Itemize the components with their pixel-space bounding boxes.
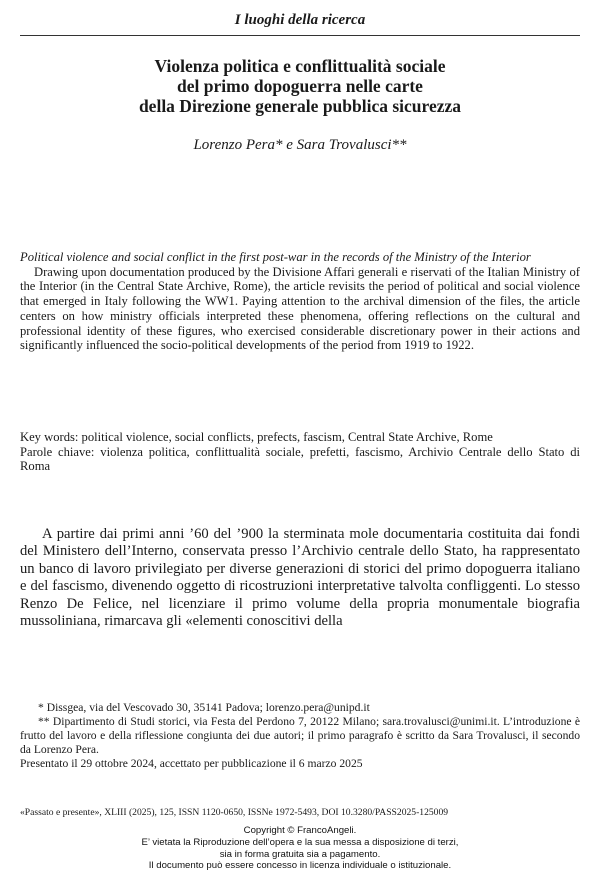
copyright-line: Copyright © FrancoAngeli. — [243, 825, 357, 836]
copyright-notice — [0, 825, 600, 872]
abstract-title: Political violence and social conflict in the first post-war in the records of the Ministry of the Interior — [20, 250, 531, 264]
section-label: I luoghi della ricerca — [234, 12, 366, 28]
body-paragraph: A partire dai primi anni ’60 del ’900 la sterminata mole documentaria costituita dai fondi del Ministero dell’Interno, conservata presso l’Archivio centrale dello Stato, ha rappresentato un banco di lavoro privilegiato per diverse generazioni di storici del primo dopoguerra italiano e del fascismo, divenendo oggetto di ricostruzioni interpretative talvolta confliggenti. Lo stesso Renzo De Felice, nel licenziare il primo volume della propria monumentale biografia mussoliniana, rimarcava gli «elementi conoscitivi della — [20, 526, 580, 630]
footnote-1: * Dissgea, via del Vescovado 30, 35141 Padova; lorenzo.pera@unipd.it — [38, 701, 370, 714]
abstract-text: Drawing upon documentation produced by the Divisione Affari generali e riservati of the Italian Ministry of the Interior (in the Central State Archive, Rome), the article revisits the period of political and social violence that emerged in Italy following the WW1. Paying attention to the archival dimension of the files, the article centers on how ministry officials interpreted these phenomena, offering reflections on the cultural and professional identity of these figures, who exercised considerable discretionary power in their actions and significantly influenced the socio-political developments of the period from 1919 to 1922. — [20, 264, 580, 353]
title-line: del primo dopoguerra nelle carte — [177, 76, 423, 96]
submission-dates: Presentato il 29 ottobre 2024, accettato per pubblicazione il 6 marzo 2025 — [20, 757, 363, 770]
journal-citation: «Passato e presente», XLIII (2025), 125, ISSN 1120-0650, ISSNe 1972-5493, DOI 10.3280/PASS2025-125009 — [20, 807, 449, 818]
article-authors: Lorenzo Pera* e Sara Trovalusci** — [193, 137, 407, 153]
keywords-it: Parole chiave: violenza politica, conflittualità sociale, prefetti, fascismo, Archivio Centrale dello Stato di Roma — [20, 444, 580, 474]
article-title — [20, 56, 580, 116]
footnotes — [20, 701, 580, 771]
copyright-line: E’ vietata la Riproduzione dell’opera e la sua messa a disposizione di terzi, — [141, 836, 459, 848]
copyright-line: sia in forma gratuita sia a pagamento. — [219, 848, 381, 860]
header-rule — [20, 35, 580, 36]
title-line: Violenza politica e conflittualità sociale — [154, 56, 446, 76]
title-line: della Direzione generale pubblica sicurezza — [138, 96, 462, 116]
keywords-en: Key words: political violence, social conflicts, prefects, fascism, Central State Archive, Rome — [20, 430, 493, 444]
abstract — [20, 250, 580, 353]
body-text — [20, 526, 580, 630]
keywords — [20, 430, 580, 474]
copyright-line: Il documento può essere concesso in licenza individuale o istituzionale. — [148, 860, 452, 872]
footnote-2: ** Dipartimento di Studi storici, via Festa del Perdono 7, 20122 Milano; sara.trovalusci@unimi.it. L’introduzione è frutto del lavoro e della riflessione congiunta dei due autori; il primo paragrafo è scritto da Sara Trovalusci, il secondo da Lorenzo Pera. — [20, 715, 580, 756]
